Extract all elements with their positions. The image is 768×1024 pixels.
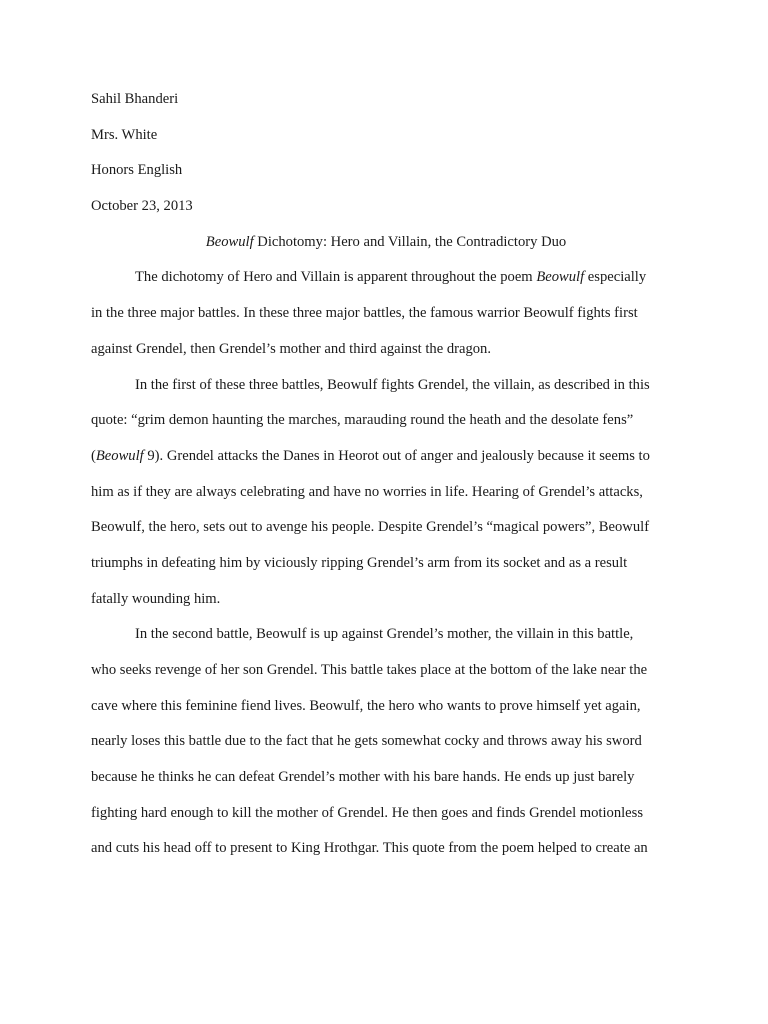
- text-line: [91, 660, 681, 696]
- text-line: [91, 446, 681, 482]
- text-run: 9). Grendel attacks the Danes in Heorot out of anger and jealously because it seems to: [143, 447, 650, 464]
- text-run: because he thinks he can defeat Grendel’s mother with his bare hands. He ends up just barely: [91, 769, 635, 786]
- text-run: fatally wounding him.: [91, 590, 221, 607]
- text-run: him as if they are always celebrating and have no worries in life. Hearing of Grendel’s attacks,: [91, 483, 643, 500]
- text-run: especially: [584, 269, 647, 286]
- text-run: in the three major battles. In these three major battles, the famous warrior Beowulf fights first: [91, 305, 638, 322]
- essay-date: October 23, 2013: [91, 198, 193, 215]
- text-line: [91, 838, 681, 874]
- text-run: nearly loses this battle due to the fact that he gets somewhat cocky and throws away his sword: [91, 733, 642, 750]
- italic-title-run: Beowulf: [95, 447, 144, 464]
- text-run: triumphs in defeating him by viciously ripping Grendel’s arm from its socket and as a result: [91, 554, 628, 571]
- text-line: [91, 410, 681, 446]
- student-name: Sahil Bhanderi: [91, 91, 179, 107]
- text-line: [91, 731, 681, 767]
- document-body: [91, 89, 681, 874]
- text-run: In the second battle, Beowulf is up against Grendel’s mother, the villain in this battle,: [135, 626, 634, 643]
- text-line: [91, 553, 681, 589]
- text-run: cave where this feminine fiend lives. Beowulf, the hero who wants to prove himself yet again,: [91, 697, 641, 714]
- text-line: [91, 803, 681, 839]
- text-line: [91, 624, 681, 660]
- text-line: [91, 589, 681, 625]
- text-run: The dichotomy of Hero and Villain is apparent throughout the poem: [135, 269, 537, 286]
- text-run: fighting hard enough to kill the mother of Grendel. He then goes and finds Grendel motionless: [91, 804, 644, 821]
- text-line: [91, 303, 681, 339]
- text-line: [91, 767, 681, 803]
- essay-title: [91, 232, 681, 268]
- text-line: [91, 375, 681, 411]
- teacher-name: Mrs. White: [91, 126, 158, 143]
- title-rest: Dichotomy: Hero and Villain, the Contradictory Duo: [253, 233, 567, 250]
- text-run: Beowulf, the hero, sets out to avenge his people. Despite Grendel’s “magical powers”, Beowulf: [91, 519, 650, 536]
- text-run: In the first of these three battles, Beowulf fights Grendel, the villain, as described in this: [135, 376, 650, 393]
- text-line: [91, 482, 681, 518]
- text-run: and cuts his head off to present to King Hrothgar. This quote from the poem helped to create an: [91, 840, 648, 857]
- course-name: Honors English: [91, 162, 183, 179]
- paragraph: [91, 624, 681, 874]
- essay-paragraphs: [91, 267, 681, 874]
- text-line: [91, 696, 681, 732]
- text-run: who seeks revenge of her son Grendel. This battle takes place at the bottom of the lake near the: [91, 662, 648, 678]
- paragraph: [91, 375, 681, 625]
- text-line: [91, 339, 681, 375]
- text-run: (: [91, 447, 96, 464]
- text-line: [91, 517, 681, 553]
- text-run: quote: “grim demon haunting the marches, marauding round the heath and the desolate fens”: [91, 412, 634, 429]
- paragraph: [91, 267, 681, 374]
- text-run: against Grendel, then Grendel’s mother and third against the dragon.: [91, 340, 491, 357]
- italic-title-run: Beowulf: [536, 269, 585, 286]
- text-line: [91, 267, 681, 303]
- title-italic-part: Beowulf: [205, 233, 254, 250]
